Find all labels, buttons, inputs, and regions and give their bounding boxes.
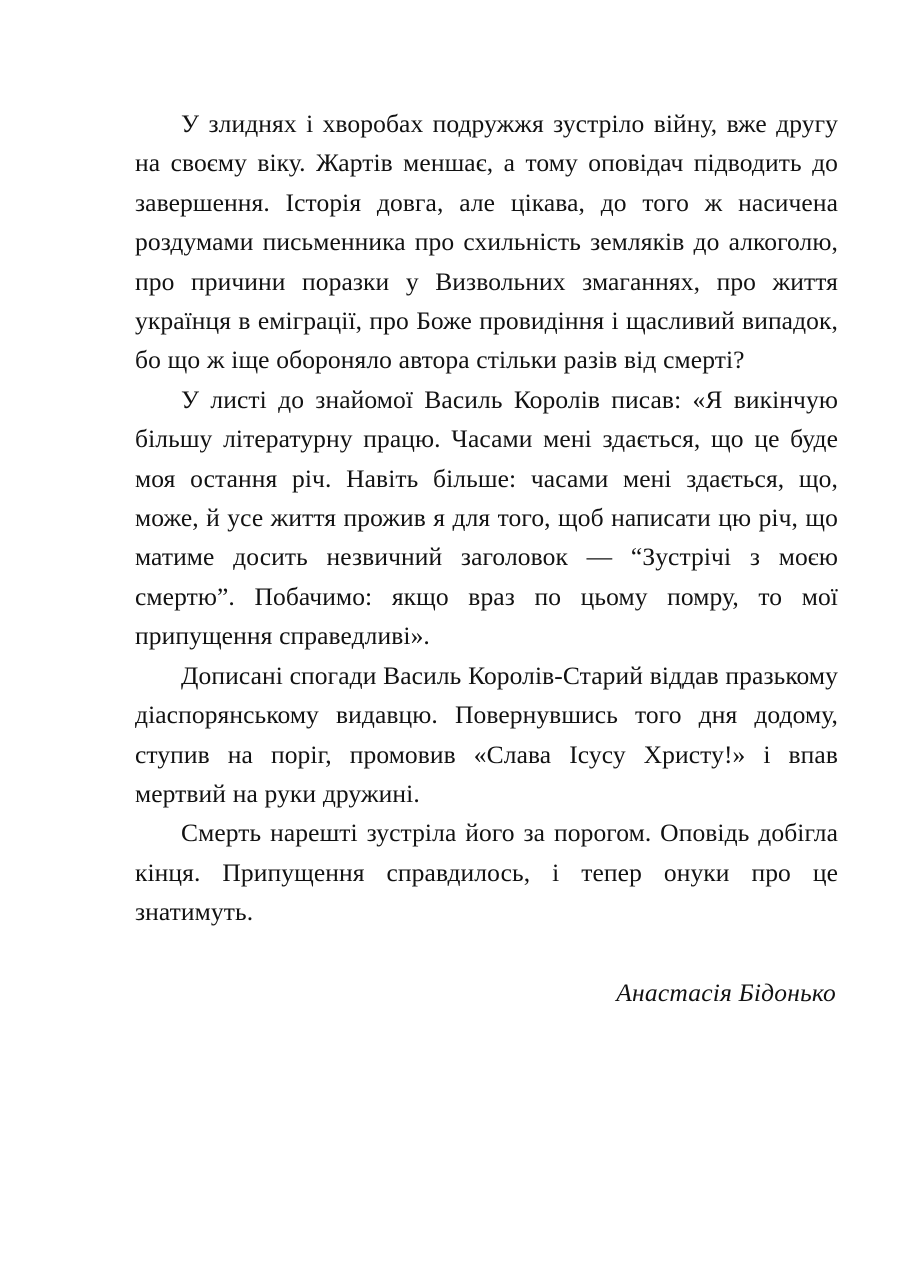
- paragraph: Смерть нарешті зустріла його за порогом. Оповідь добігла кінця. Припущення справдилось, і тепер онуки про це знатимуть.: [135, 818, 838, 927]
- author-signature: Анастасія Бідонько: [616, 977, 836, 1007]
- paragraph: У листі до знайомої Василь Королів писав: «Я викінчую більшу літературну працю. Часами мені здається, що це буде моя остання річ. Навіть більше: часами мені здається, що, може, й усе життя прожив я для того, щоб написати цю річ, що матиме досить незвичний заголовок — “Зустрічі з моєю смертю”. Побачимо: якщо враз по цьому помру, то мої припущення справедливі».: [135, 384, 838, 651]
- paragraph: У злиднях і хворобах подружжя зустріло війну, вже другу на своєму віку. Жартів меншає, а тому оповідач підводить до завершення. Історія довга, але цікава, до того ж насичена роздумами письменника про схильність земляків до алкоголю, про причини поразки у Визвольних змаганнях, про життя українця в еміграції, про Боже провидіння і щасливий випадок, бо що ж іще обороняло автора стільки разів від смерті?: [135, 109, 838, 375]
- body-text-block: [135, 104, 838, 932]
- paragraph: Дописані спогади Василь Королів-Старий віддав празькому діаспорянському видавцю. Повернувшись того дня додому, ступив на поріг, промовив «Слава Ісусу Христу!» і впав мертвий на руки дружині.: [135, 660, 838, 808]
